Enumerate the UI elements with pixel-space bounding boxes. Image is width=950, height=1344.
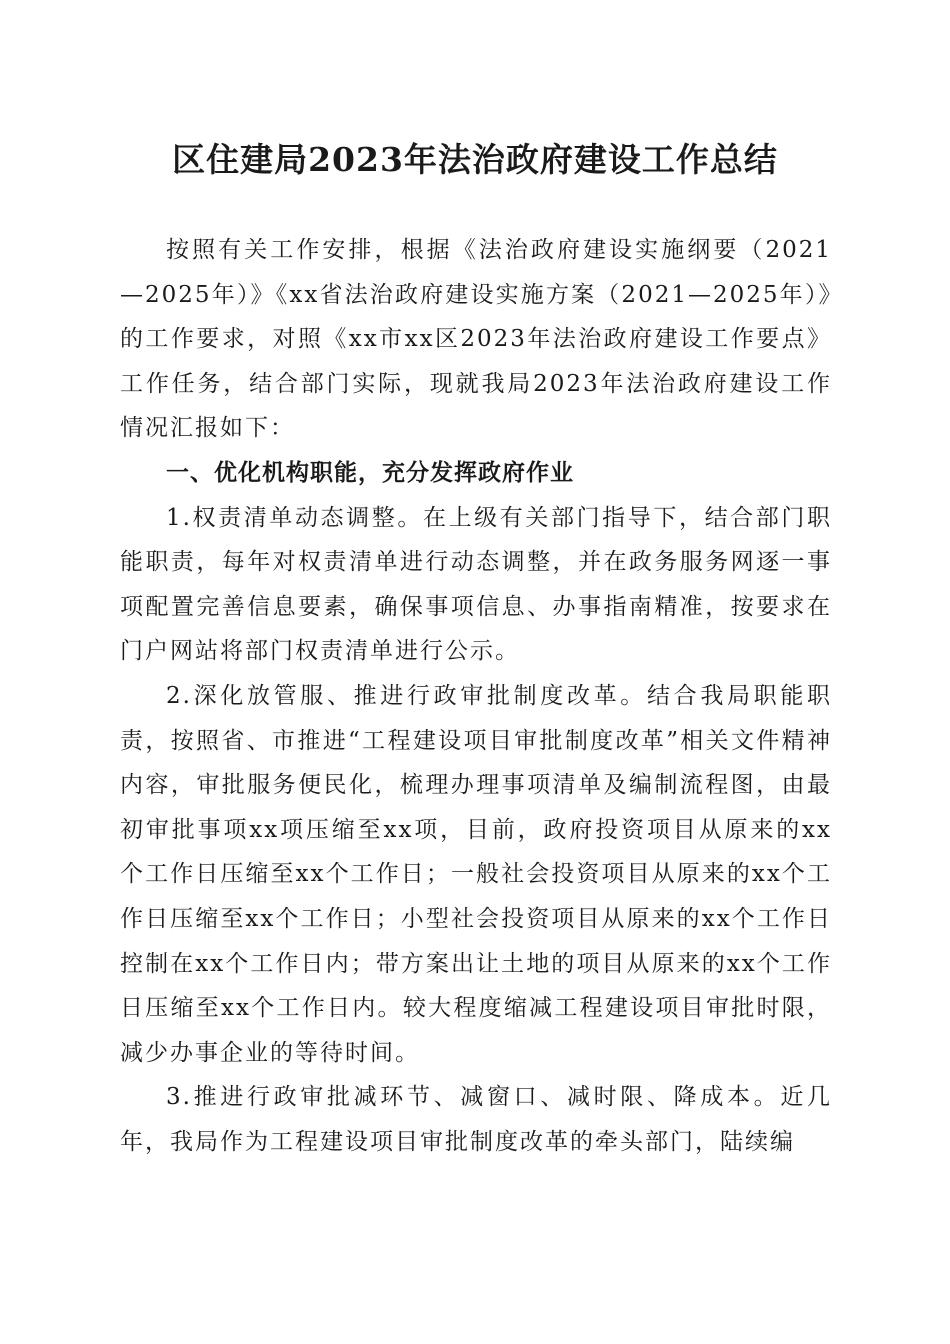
document-body (120, 228, 832, 1164)
item-paragraph-2: 2.深化放管服、推进行政审批制度改革。结合我局职能职责，按照省、市推进“工程建设项目审批制度改革”相关文件精神内容，审批服务便民化，梳理办理事项清单及编制流程图，由最初审批事项xx项压缩至xx项，目前，政府投资项目从原来的xx个工作日压缩至xx个工作日；一般社会投资项目从原来的xx个工作日压缩至xx个工作日；小型社会投资项目从原来的xx个工作日控制在xx个工作日内；带方案出让土地的项目从原来的xx个工作日压缩至xx个工作日内。较大程度缩减工程建设项目审批时限，减少办事企业的等待时间。 (120, 682, 832, 1066)
item-paragraph-1: 1.权责清单动态调整。在上级有关部门指导下，结合部门职能职责，每年对权责清单进行动态调整，并在政务服务网逐一事项配置完善信息要素，确保事项信息、办事指南精准，按要求在门户网站将部门权责清单进行公示。 (120, 504, 832, 665)
section-heading-1: 一、优化机构职能，充分发挥政府作业 (166, 459, 574, 486)
item-paragraph-3: 3.推进行政审批减环节、减窗口、减时限、降成本。近几年，我局作为工程建设项目审批制度改革的牵头部门，陆续编 (120, 1084, 832, 1155)
intro-paragraph: 按照有关工作安排，根据《法治政府建设实施纲要（2021—2025年）》《xx省法治政府建设实施方案（2021—2025年）》的工作要求，对照《xx市xx区2023年法治政府建设工作要点》工作任务，结合部门实际，现就我局2023年法治政府建设工作情况汇报如下： (120, 237, 832, 442)
document-title: 区住建局2023年法治政府建设工作总结 (172, 140, 778, 179)
